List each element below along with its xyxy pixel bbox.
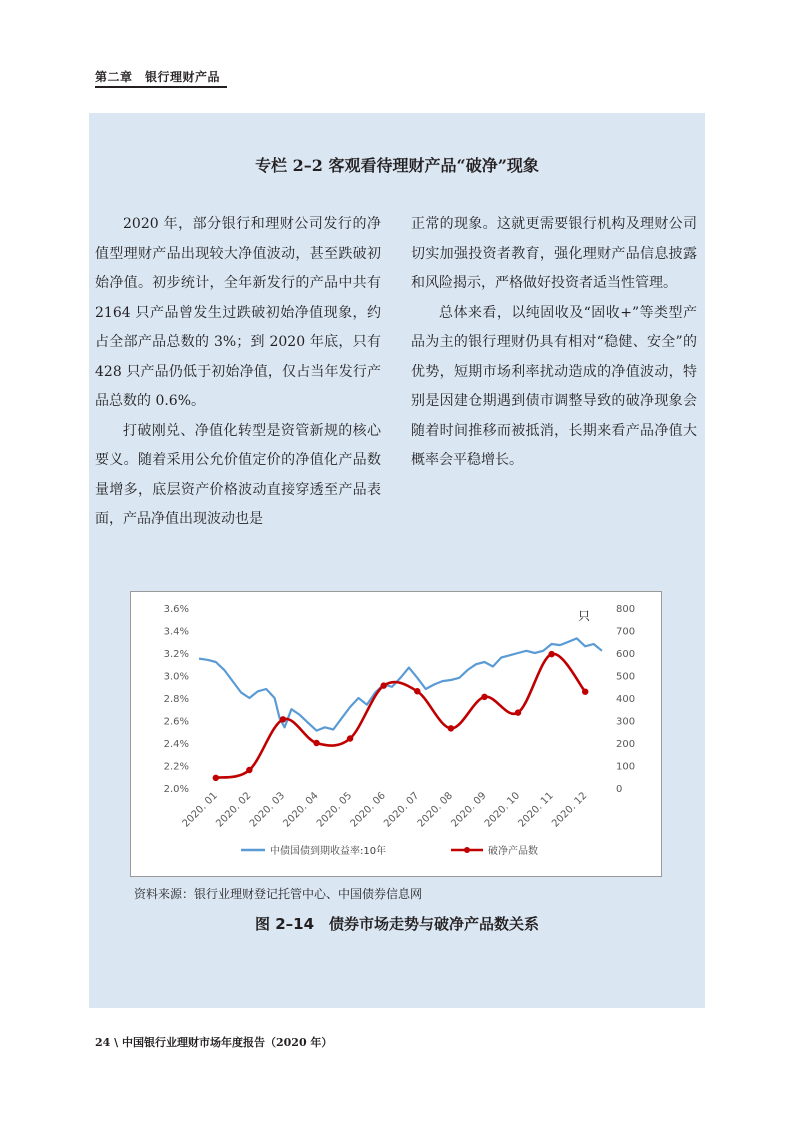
right-axis-tick-label: 0: [616, 784, 623, 795]
series-point-broken-net-count: [582, 689, 588, 695]
left-axis-tick-label: 2.8%: [163, 694, 189, 705]
chart-svg: [131, 592, 661, 876]
page-footer: 24 \ 中国银行业理财市场年度报告（2020 年）: [95, 1036, 333, 1049]
series-point-broken-net-count: [280, 716, 286, 722]
left-axis-tick-label: 2.4%: [163, 739, 189, 750]
x-axis-tick-label: 2020. 03: [247, 790, 288, 830]
right-axis-tick-label: 500: [616, 671, 636, 683]
box-title: 专栏 2–2 客观看待理财产品“破净”现象: [255, 156, 539, 175]
right-axis-unit-label: 只: [577, 609, 591, 623]
series-point-broken-net-count: [548, 651, 554, 657]
figure-caption: 图 2–14 债券市场走势与破净产品数关系: [254, 915, 540, 933]
source-note: 资料来源：银行业理财登记托管中心、中国债券信息网: [134, 887, 423, 901]
left-axis-tick-label: 3.0%: [163, 671, 189, 683]
left-axis-tick-label: 3.6%: [163, 604, 189, 615]
chart: [130, 591, 662, 877]
right-axis-tick-label: 700: [616, 626, 636, 638]
left-column: [95, 210, 381, 535]
paragraph: 总体来看，以纯固收及“固收+”等类型产品为主的银行理财仍具有相对“稳健、安全”的优势，短期市场利率扰动造成的净值波动，特别是因建仓期遇到债市调整导致的破净现象会随着时间推移而被抵消，长期来看产品净值大概率会平稳增长。: [411, 304, 697, 468]
right-axis-tick-label: 400: [616, 694, 636, 705]
left-axis: [164, 604, 189, 795]
series-point-broken-net-count: [347, 735, 353, 741]
right-axis-tick-label: 600: [616, 649, 636, 660]
x-axis-tick-label: 2020. 06: [348, 790, 388, 830]
paragraph: 打破刚兑、净值化转型是资管新规的核心要义。随着采用公允价值定价的净值化产品数量增多，底层资产价格波动直接穿透至产品表面，产品净值出现波动也是: [95, 422, 381, 527]
x-axis-tick-label: 2020. 04: [281, 790, 321, 830]
x-axis-tick-label: 2020. 07: [382, 790, 422, 830]
chart-legend: [241, 844, 538, 857]
series-line-broken-net-count: [216, 654, 585, 778]
x-axis-tick-label: 2020. 09: [449, 790, 489, 830]
right-axis-tick-label: 300: [616, 716, 636, 728]
x-axis-tick-label: 2020. 08: [415, 790, 455, 830]
series-point-broken-net-count: [414, 688, 420, 694]
series-point-broken-net-count: [213, 775, 219, 781]
left-axis-tick-label: 2.2%: [163, 761, 189, 773]
paragraph: 正常的现象。这就更需要银行机构及理财公司切实加强投资者教育，强化理财产品信息披露和风险揭示，严格做好投资者适当性管理。: [411, 216, 697, 291]
series-point-broken-net-count: [246, 767, 252, 773]
x-axis-tick-label: 2020. 12: [550, 790, 590, 830]
column-box: [89, 113, 705, 1008]
header-rule: [95, 86, 227, 88]
right-axis: [578, 604, 635, 795]
series-point-broken-net-count: [381, 682, 387, 688]
x-axis-tick-label: 2020. 02: [214, 790, 254, 830]
x-axis-tick-label: 2020. 11: [516, 790, 556, 830]
x-axis-tick-label: 2020. 01: [180, 790, 220, 830]
series-point-broken-net-count: [448, 725, 454, 731]
right-axis-tick-label: 200: [616, 739, 636, 750]
right-axis-tick-label: 800: [616, 604, 636, 615]
legend-label-broken-net-count: 破净产品数: [488, 846, 538, 857]
left-axis-tick-label: 2.0%: [163, 784, 189, 795]
x-axis: [181, 790, 590, 829]
left-axis-tick-label: 3.4%: [163, 626, 189, 638]
x-axis-tick-label: 2020. 10: [482, 790, 523, 830]
legend-marker-broken-net-count: [464, 847, 470, 853]
right-column: [411, 210, 697, 476]
series-line-bond-yield: [199, 638, 602, 730]
series-point-broken-net-count: [515, 709, 521, 715]
series-point-broken-net-count: [481, 694, 487, 700]
chart-series: [199, 638, 602, 781]
x-axis-tick-label: 2020. 05: [314, 790, 355, 830]
left-axis-tick-label: 2.6%: [163, 716, 189, 728]
legend-label-bond-yield: 中债国债到期收益率:10年: [270, 846, 387, 857]
paragraph: 2020 年，部分银行和理财公司发行的净值型理财产品出现较大净值波动，甚至跌破初始净值。初步统计，全年新发行的产品中共有 2164 只产品曾发生过跌破初始净值现象，约占全部产品总数的 3%；到 2020 年底，只有 428 只产品仍低于初始净值，仅占当年发行产品总数的 0.6%。: [95, 216, 381, 409]
running-header: 第二章 银行理财产品: [95, 70, 221, 84]
left-axis-tick-label: 3.2%: [163, 649, 189, 660]
series-point-broken-net-count: [313, 740, 319, 746]
right-axis-tick-label: 100: [616, 761, 636, 773]
